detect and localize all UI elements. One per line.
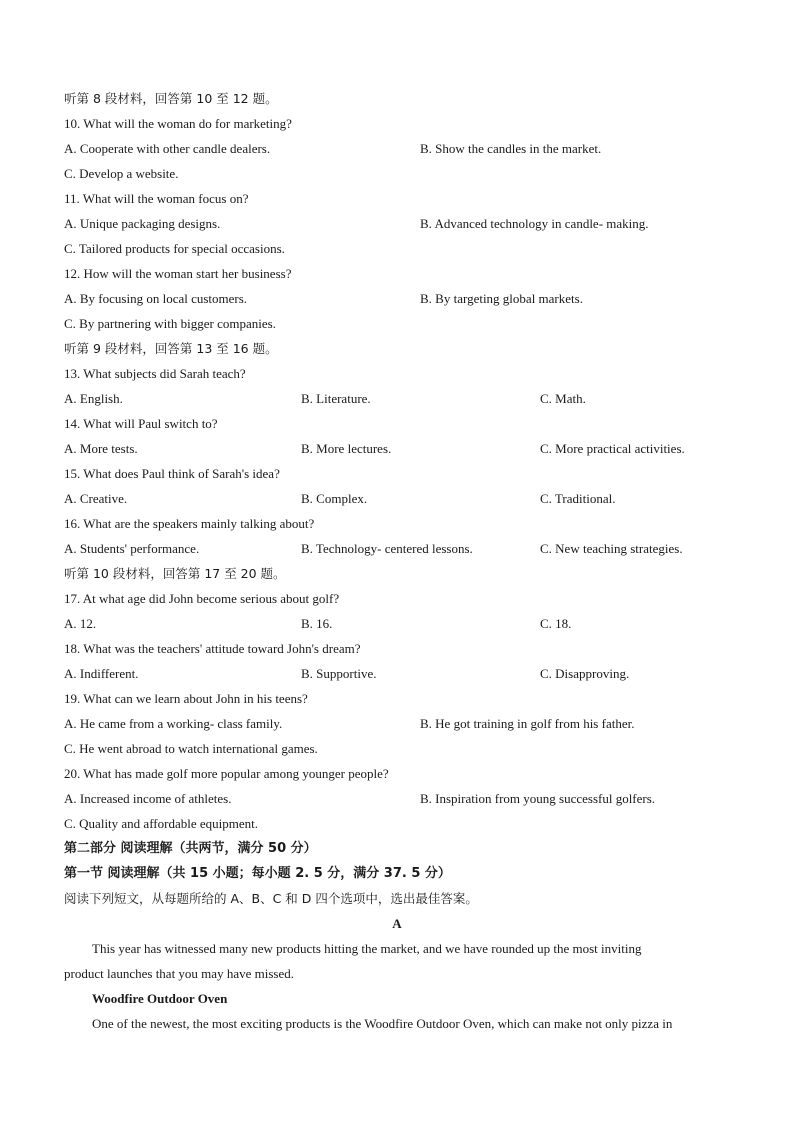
question-18: 18. What was the teachers' attitude toward John's dream? xyxy=(64,641,361,656)
option-12-c: C. By partnering with bigger companies. xyxy=(64,316,276,331)
option-18-a: A. Indifferent. xyxy=(64,666,139,681)
option-14-a: A. More tests. xyxy=(64,441,138,456)
option-18-c: C. Disapproving. xyxy=(540,666,630,681)
paragraph-1-line-2: product launches that you may have missed. xyxy=(64,966,294,981)
question-20: 20. What has made golf more popular among younger people? xyxy=(64,766,389,781)
option-12-b: B. By targeting global markets. xyxy=(420,291,583,306)
option-16-c: C. New teaching strategies. xyxy=(540,541,683,556)
question-13: 13. What subjects did Sarah teach? xyxy=(64,366,246,381)
option-11-c: C. Tailored products for special occasions. xyxy=(64,241,285,256)
section-heading-10: 听第 10 段材料，回答第 17 至 20 题。 xyxy=(64,566,286,581)
option-12-a: A. By focusing on local customers. xyxy=(64,291,248,306)
option-19-b: B. He got training in golf from his father. xyxy=(420,716,635,731)
product-subheading: Woodfire Outdoor Oven xyxy=(92,991,228,1006)
option-15-b: B. Complex. xyxy=(301,491,368,506)
question-17: 17. At what age did John become serious about golf? xyxy=(64,591,340,606)
question-16: 16. What are the speakers mainly talking about? xyxy=(64,516,315,531)
option-20-c: C. Quality and affordable equipment. xyxy=(64,816,258,831)
option-16-b: B. Technology- centered lessons. xyxy=(301,541,473,556)
option-15-c: C. Traditional. xyxy=(540,491,616,506)
option-18-b: B. Supportive. xyxy=(301,666,377,681)
option-13-b: B. Literature. xyxy=(301,391,371,406)
question-10: 10. What will the woman do for marketing? xyxy=(64,116,292,131)
option-17-c: C. 18. xyxy=(540,616,572,631)
option-11-a: A. Unique packaging designs. xyxy=(64,216,221,231)
option-17-b: B. 16. xyxy=(301,616,333,631)
option-10-a: A. Cooperate with other candle dealers. xyxy=(64,141,271,156)
option-10-c: C. Develop a website. xyxy=(64,166,179,181)
question-14: 14. What will Paul switch to? xyxy=(64,416,218,431)
option-14-b: B. More lectures. xyxy=(301,441,392,456)
question-11: 11. What will the woman focus on? xyxy=(64,191,249,206)
question-19: 19. What can we learn about John in his teens? xyxy=(64,691,308,706)
option-20-b: B. Inspiration from young successful golfers. xyxy=(420,791,656,806)
reading-instruction: 阅读下列短文，从每题所给的 A、B、C 和 D 四个选项中，选出最佳答案。 xyxy=(64,891,478,906)
question-15: 15. What does Paul think of Sarah's idea? xyxy=(64,466,280,481)
option-10-b: B. Show the candles in the market. xyxy=(420,141,602,156)
option-17-a: A. 12. xyxy=(64,616,97,631)
option-15-a: A. Creative. xyxy=(64,491,128,506)
part-two-heading: 第二部分 阅读理解（共两节，满分 50 分） xyxy=(64,841,317,856)
exam-page xyxy=(0,86,794,1036)
paragraph-1-line-1: This year has witnessed many new products hitting the market, and we have rounded up the most inviting xyxy=(92,941,642,956)
question-12: 12. How will the woman start her business? xyxy=(64,266,292,281)
section-one-heading: 第一节 阅读理解（共 15 小题；每小题 2. 5 分，满分 37. 5 分） xyxy=(64,866,451,881)
option-11-b: B. Advanced technology in candle- making. xyxy=(420,216,649,231)
option-13-c: C. Math. xyxy=(540,391,586,406)
option-13-a: A. English. xyxy=(64,391,123,406)
section-heading-9: 听第 9 段材料，回答第 13 至 16 题。 xyxy=(64,341,278,356)
option-19-c: C. He went abroad to watch international games. xyxy=(64,741,318,756)
section-heading-8: 听第 8 段材料，回答第 10 至 12 题。 xyxy=(64,91,278,106)
option-19-a: A. He came from a working- class family. xyxy=(64,716,283,731)
passage-label: A xyxy=(392,916,402,931)
option-20-a: A. Increased income of athletes. xyxy=(64,791,232,806)
option-14-c: C. More practical activities. xyxy=(540,441,685,456)
option-16-a: A. Students' performance. xyxy=(64,541,200,556)
paragraph-2-line-1: One of the newest, the most exciting products is the Woodfire Outdoor Oven, which can make not only pizza in xyxy=(92,1016,673,1031)
